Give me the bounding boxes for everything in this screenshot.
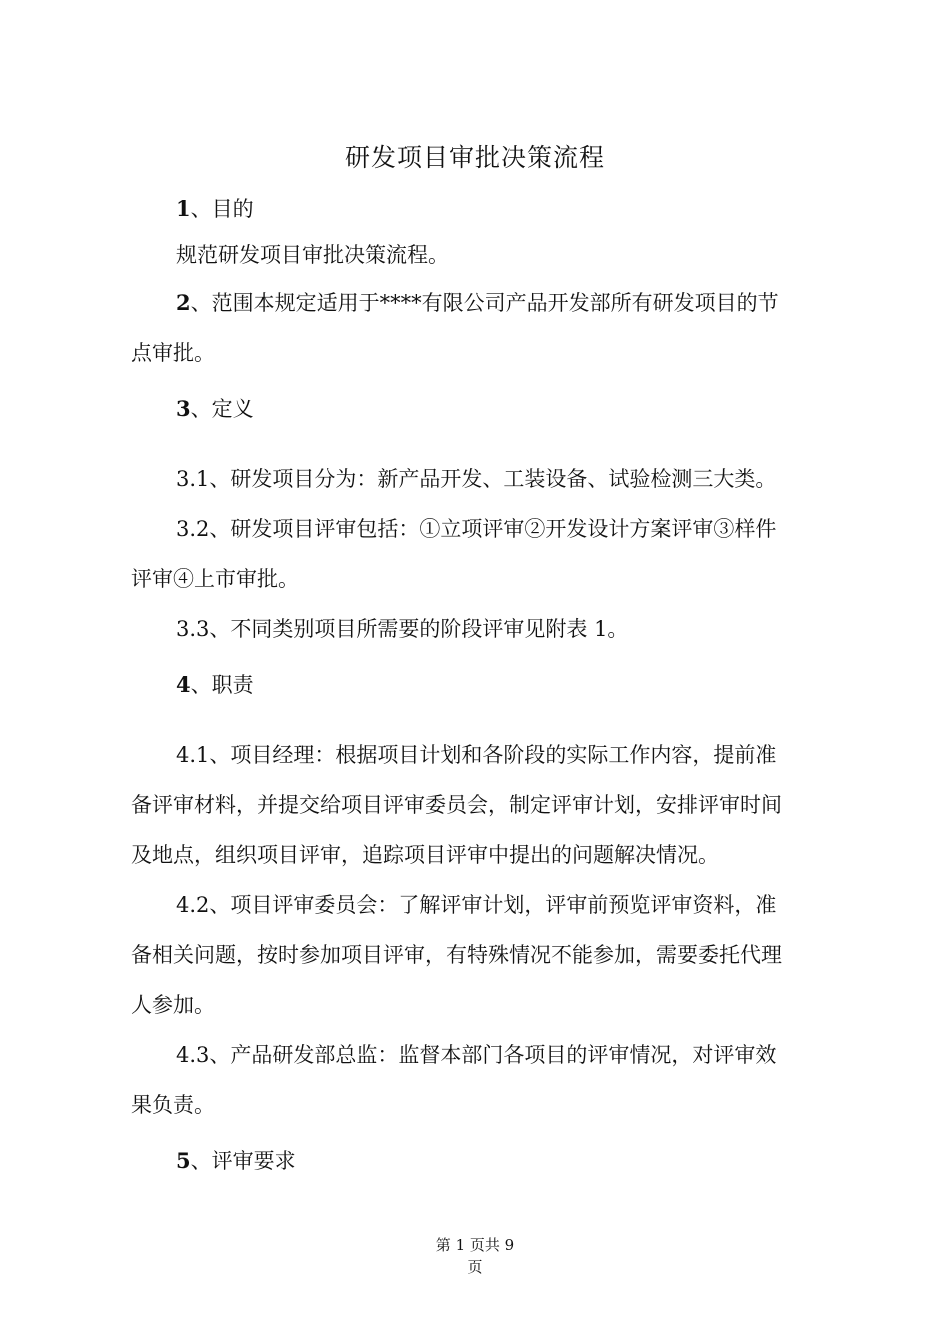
section-5-number: 5 (176, 1148, 191, 1173)
section-3-number: 3 (176, 396, 191, 421)
page-footer-line-1: 第 1 页共 9 (435, 1236, 515, 1254)
document-title: 研发项目审批决策流程 (344, 143, 605, 172)
section-2-line-2: 点审批。 (131, 341, 215, 365)
section-4-heading (176, 670, 254, 700)
section-4-1-line-2: 备评审材料，并提交给项目评审委员会，制定评审计划，安排评审时间 (131, 793, 782, 817)
section-3-3: 3.3、不同类别项目所需要的阶段评审见附表 1。 (176, 617, 629, 641)
section-4-1-line-3: 及地点，组织项目评审，追踪项目评审中提出的问题解决情况。 (131, 843, 719, 867)
page-footer-line-2: 页 (467, 1258, 483, 1276)
section-4-2-line-3: 人参加。 (131, 993, 215, 1017)
section-2-line-1 (176, 288, 779, 318)
section-4-1-line-1: 4.1、项目经理：根据项目计划和各阶段的实际工作内容，提前准 (176, 743, 777, 767)
section-4-number: 4 (176, 672, 191, 697)
section-3-heading (176, 394, 254, 424)
section-5-label: 、评审要求 (190, 1149, 296, 1173)
section-4-3-line-1: 4.3、产品研发部总监：监督本部门各项目的评审情况，对评审效 (176, 1043, 777, 1067)
section-3-2-line-1: 3.2、研发项目评审包括：①立项评审②开发设计方案评审③样件 (176, 517, 777, 541)
section-3-2-line-2: 评审④上市审批。 (131, 567, 299, 591)
section-1-heading (176, 194, 254, 224)
section-1-number: 1 (176, 196, 191, 221)
section-4-3-line-2: 果负责。 (131, 1093, 215, 1117)
section-2-number: 2 (176, 290, 191, 315)
section-4-2-line-1: 4.2、项目评审委员会：了解评审计划，评审前预览评审资料，准 (176, 893, 777, 917)
section-3-1: 3.1、研发项目分为：新产品开发、工装设备、试验检测三大类。 (176, 467, 777, 491)
section-2-text: 、范围本规定适用于****有限公司产品开发部所有研发项目的节 (190, 291, 779, 315)
section-5-heading (176, 1146, 296, 1176)
section-4-label: 、职责 (190, 673, 254, 697)
section-1-body: 规范研发项目审批决策流程。 (176, 243, 449, 267)
section-4-2-line-2: 备相关问题，按时参加项目评审，有特殊情况不能参加，需要委托代理 (131, 943, 782, 967)
section-1-label: 、目的 (190, 197, 254, 221)
section-3-label: 、定义 (190, 397, 254, 421)
